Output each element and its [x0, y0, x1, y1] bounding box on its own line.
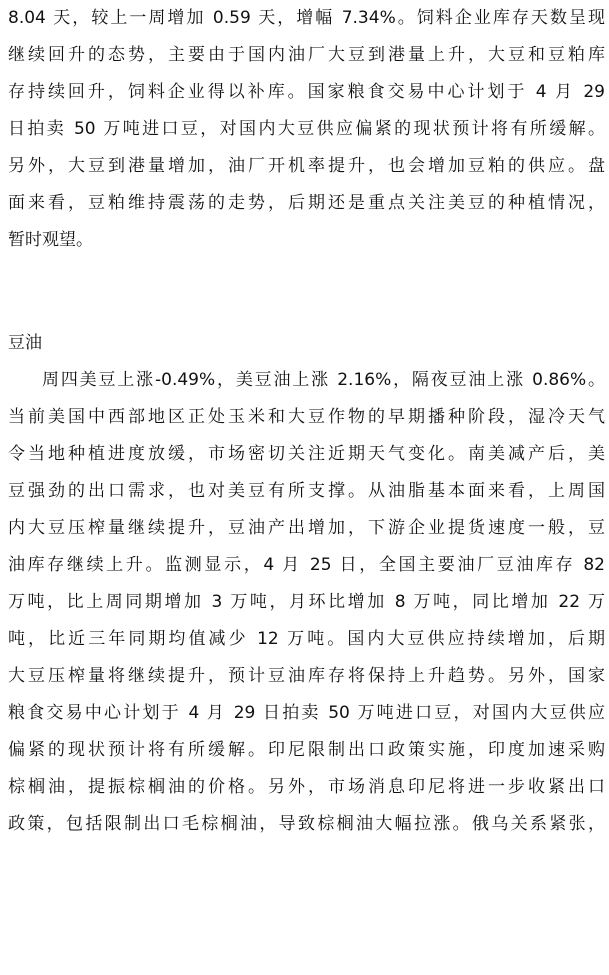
section-heading-soyoil: 豆油 [8, 333, 42, 353]
paragraph-line: 周四美豆上涨-0.49%，美豆油上涨 2.16%，隔夜豆油上涨 0.86%。 [42, 370, 605, 390]
paragraph-line: 大豆压榨量将继续提升，预计豆油库存将保持上升趋势。另外，国家 [8, 666, 605, 686]
paragraph-line: 粮食交易中心计划于 4 月 29 日拍卖 50 万吨进口豆，对国内大豆供应 [8, 703, 605, 723]
paragraph-line: 暂时观望。 [8, 230, 93, 250]
paragraph-soymeal [8, 0, 605, 259]
paragraph-line: 当前美国中西部地区正处玉米和大豆作物的早期播种阶段，湿冷天气 [8, 407, 605, 427]
paragraph-line: 存持续回升，饲料企业得以补库。国家粮食交易中心计划于 4 月 29 [8, 82, 605, 102]
paragraph-line: 吨，比近三年同期均值减少 12 万吨。国内大豆供应持续增加，后期 [8, 629, 605, 649]
paragraph-line: 油库存继续上升。监测显示，4 月 25 日，全国主要油厂豆油库存 82 [8, 555, 605, 575]
paragraph-line: 令当地种植进度放缓，市场密切关注近期天气变化。南美减产后，美 [8, 444, 605, 464]
paragraph-gap [8, 259, 605, 325]
document-page [8, 0, 605, 843]
paragraph-soyoil [8, 362, 605, 843]
paragraph-line: 万吨，比上周同期增加 3 万吨，月环比增加 8 万吨，同比增加 22 万 [8, 592, 605, 612]
paragraph-line: 继续回升的态势，主要由于国内油厂大豆到港量上升，大豆和豆粕库 [8, 45, 605, 65]
paragraph-line: 日拍卖 50 万吨进口豆，对国内大豆供应偏紧的现状预计将有所缓解。 [8, 119, 605, 139]
paragraph-line: 棕榈油，提振棕榈油的价格。另外，市场消息印尼将进一步收紧出口 [8, 777, 605, 797]
paragraph-line: 面来看，豆粕维持震荡的走势，后期还是重点关注美豆的种植情况， [8, 193, 605, 213]
paragraph-line: 偏紧的现状预计将有所缓解。印尼限制出口政策实施，印度加速采购 [8, 740, 605, 760]
paragraph-line: 8.04 天，较上一周增加 0.59 天，增幅 7.34%。饲料企业库存天数呈现 [8, 8, 605, 28]
paragraph-line: 政策，包括限制出口毛棕榈油，导致棕榈油大幅拉涨。俄乌关系紧张， [8, 814, 605, 834]
paragraph-line: 豆强劲的出口需求，也对美豆有所支撑。从油脂基本面来看，上周国 [8, 481, 605, 501]
paragraph-line: 另外，大豆到港量增加，油厂开机率提升，也会增加豆粕的供应。盘 [8, 156, 605, 176]
paragraph-line: 内大豆压榨量继续提升，豆油产出增加，下游企业提货速度一般，豆 [8, 518, 605, 538]
